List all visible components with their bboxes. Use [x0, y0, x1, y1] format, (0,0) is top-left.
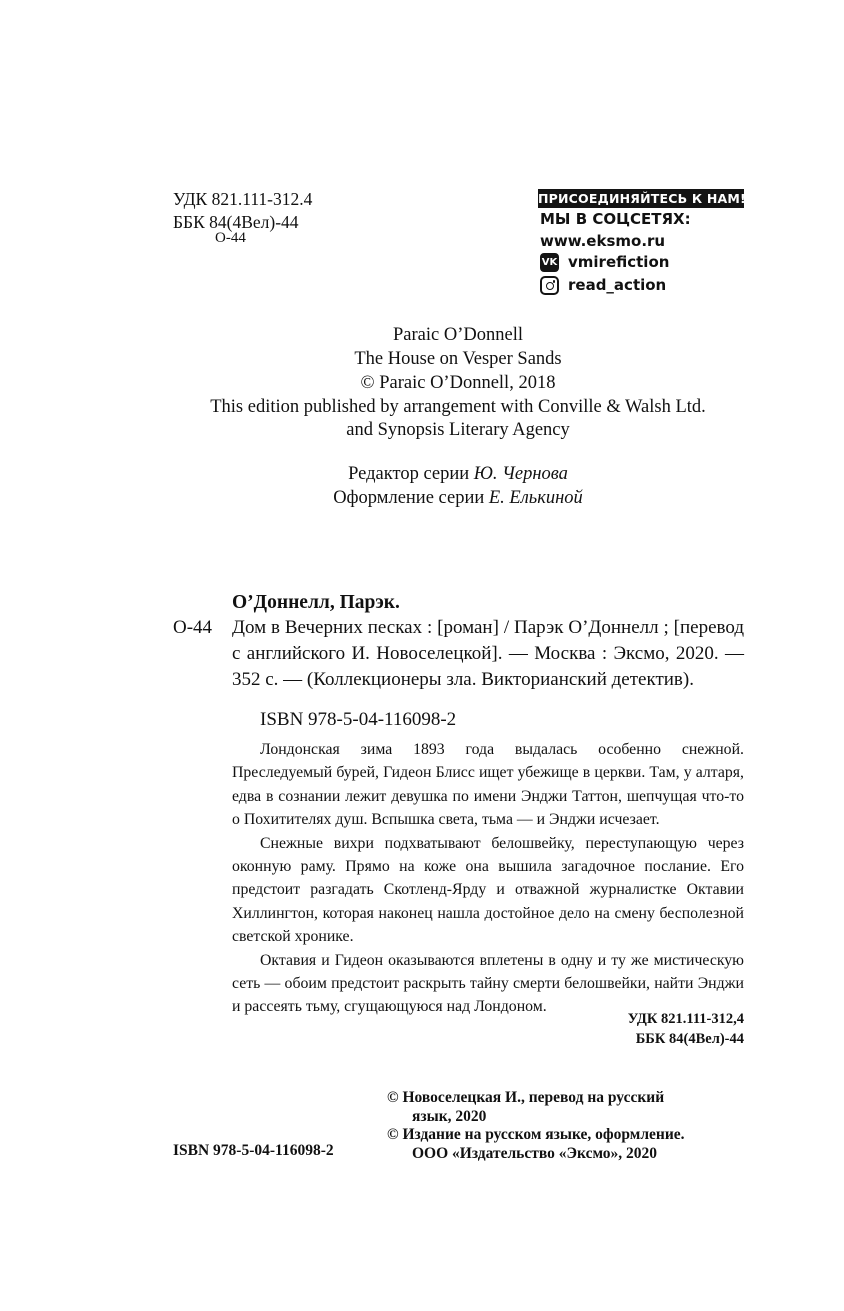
translation-copyright-line2: язык, 2020	[412, 1108, 487, 1125]
annotation-paragraph: Октавия и Гидеон оказываются вплетены в одну и ту же мистическую сеть — обоим предстоит раскрыть тайну смерти белошвейки, найти Энджи и рассеять тьму, сгущающуюся над Лондоном.	[232, 951, 744, 1016]
card-isbn: ISBN 978-5-04-116098-2	[260, 709, 457, 730]
edition-notice-line1: This edition published by arrangement with Conville & Walsh Ltd.	[210, 397, 706, 417]
edition-notice-line2: and Synopsis Literary Agency	[346, 420, 570, 440]
edition-copyright-line1: © Издание на русском языке, оформление.	[387, 1126, 685, 1143]
series-design	[0, 486, 844, 510]
card-author-mark: О-44	[173, 617, 213, 638]
author-mark: О-44	[215, 230, 246, 246]
vk-handle[interactable]: vmirefiction	[568, 253, 670, 271]
vk-icon: VK	[540, 253, 559, 272]
translation-copyright-line1: © Новоселецкая И., перевод на русский	[387, 1089, 665, 1106]
edition-copyright-line2: ООО «Издательство «Эксмо», 2020	[412, 1145, 658, 1162]
series-editor-label: Редактор серии	[348, 464, 470, 484]
series-design-label: Оформление серии	[333, 488, 485, 508]
series-design-name: Е. Елькиной	[488, 488, 583, 508]
annotation-paragraph: Лондонская зима 1893 года выдалась особенно снежной. Преследуемый бурей, Гидеон Блисс ищет убежище в церкви. Там, у алтаря, едва в сознании лежит девушка по имени Энджи Таттон, шепчущая что-то о Похитителях душ. Вспышка света, тьма — и Энджи исчезает.	[232, 741, 744, 829]
card-description: Дом в Вечерних песках : [роман] / Парэк О’Доннелл ; [перевод с английского И. Новоселецкой]. — Москва : Эксмо, 2020. — 352 с. — (Коллекционеры зла. Викторианский детектив).	[232, 617, 744, 691]
footer-isbn: ISBN 978-5-04-116098-2	[173, 1142, 334, 1159]
bbk-code: ББК 84(4Вел)-44	[173, 212, 299, 232]
instagram-icon	[540, 276, 559, 295]
card-udk: УДК 821.111-312,4	[627, 1011, 744, 1027]
social-subtitle: МЫ В СОЦСЕТЯХ:	[540, 210, 691, 228]
join-us-banner: ПРИСОЕДИНЯЙТЕСЬ К НАМ!	[538, 191, 746, 206]
original-author: Paraic O’Donnell	[393, 325, 523, 345]
series-editor	[0, 462, 844, 486]
annotation	[232, 738, 744, 1019]
original-copyright: © Paraic O’Donnell, 2018	[360, 373, 556, 393]
card-author: О’Доннелл, Парэк.	[232, 592, 400, 613]
instagram-handle[interactable]: read_action	[568, 276, 667, 294]
annotation-paragraph: Снежные вихри подхватывают белошвейку, переступающую через оконную раму. Прямо на коже она вышила загадочное послание. Его предстоит разгадать Скотленд-Ярду и отважной журналистке Октавии Хиллингтон, которая наконец нашла достойное дело на смену бесполезной светской хронике.	[232, 834, 744, 946]
card-bbk: ББК 84(4Вел)-44	[635, 1031, 744, 1047]
udk-code: УДК 821.111-312.4	[173, 189, 313, 209]
series-editor-name: Ю. Чернова	[473, 464, 568, 484]
website-link[interactable]: www.eksmo.ru	[540, 232, 666, 250]
original-title: The House on Vesper Sands	[354, 349, 562, 369]
